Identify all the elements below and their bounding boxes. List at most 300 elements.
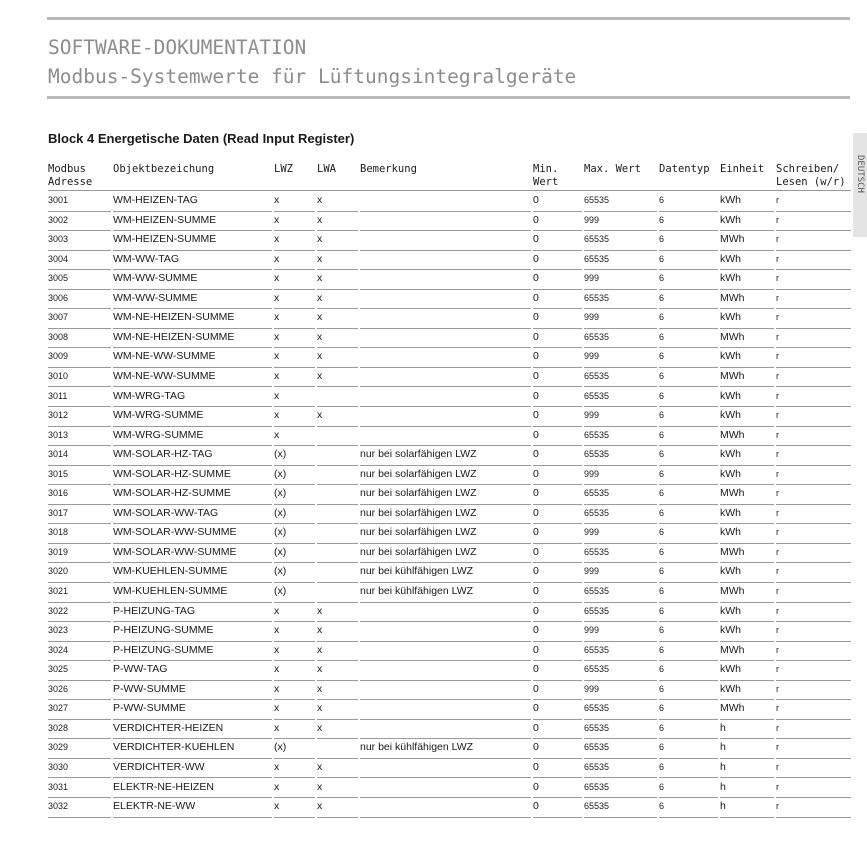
- cell-min: 0: [533, 251, 582, 271]
- cell-rw: r: [776, 427, 851, 447]
- block-title: Block 4 Energetische Daten (Read Input Register): [48, 131, 355, 146]
- cell-lwa: [317, 739, 358, 759]
- table-row: [0, 720, 867, 740]
- cell-min: 0: [533, 466, 582, 486]
- cell-min: 0: [533, 348, 582, 368]
- cell-min: 0: [533, 700, 582, 720]
- cell-max: 999: [584, 309, 657, 329]
- cell-rw: r: [776, 603, 851, 623]
- cell-bemerkung: nur bei solarfähigen LWZ: [360, 505, 531, 525]
- cell-adresse: 3027: [48, 700, 111, 720]
- cell-objekt: P-WW-SUMME: [113, 700, 272, 720]
- cell-lwa: x: [317, 622, 358, 642]
- cell-max: 65535: [584, 388, 657, 408]
- table-row: [0, 524, 867, 544]
- cell-rw: r: [776, 388, 851, 408]
- cell-datentyp: 6: [659, 309, 718, 329]
- table-row: [0, 544, 867, 564]
- cell-datentyp: 6: [659, 348, 718, 368]
- cell-bemerkung: [360, 720, 531, 740]
- cell-adresse: 3009: [48, 348, 111, 368]
- cell-max: 65535: [584, 251, 657, 271]
- cell-adresse: 3011: [48, 388, 111, 408]
- cell-datentyp: 6: [659, 368, 718, 388]
- cell-rw: r: [776, 290, 851, 310]
- cell-bemerkung: nur bei kühlfähigen LWZ: [360, 739, 531, 759]
- cell-lwz: x: [274, 642, 315, 662]
- cell-adresse: 3016: [48, 485, 111, 505]
- cell-max: 65535: [584, 642, 657, 662]
- cell-datentyp: 6: [659, 329, 718, 349]
- cell-rw: r: [776, 270, 851, 290]
- cell-bemerkung: nur bei kühlfähigen LWZ: [360, 563, 531, 583]
- column-header-lwz: LWZ: [274, 163, 293, 175]
- cell-max: 999: [584, 681, 657, 701]
- table-row: [0, 251, 867, 271]
- cell-adresse: 3031: [48, 779, 111, 799]
- cell-lwa: x: [317, 348, 358, 368]
- cell-lwz: (x): [274, 524, 315, 544]
- cell-adresse: 3018: [48, 524, 111, 544]
- cell-bemerkung: [360, 603, 531, 623]
- cell-einheit: MWh: [720, 583, 774, 603]
- cell-objekt: WM-KUEHLEN-SUMME: [113, 563, 272, 583]
- cell-lwa: x: [317, 603, 358, 623]
- cell-bemerkung: nur bei solarfähigen LWZ: [360, 466, 531, 486]
- cell-datentyp: 6: [659, 798, 718, 818]
- table-row: [0, 798, 867, 818]
- cell-objekt: WM-KUEHLEN-SUMME: [113, 583, 272, 603]
- table-row: [0, 290, 867, 310]
- cell-rw: r: [776, 192, 851, 212]
- header-line-1: SOFTWARE-DOKUMENTATION: [48, 36, 307, 59]
- cell-einheit: MWh: [720, 427, 774, 447]
- cell-lwz: x: [274, 329, 315, 349]
- cell-bemerkung: [360, 388, 531, 408]
- cell-adresse: 3015: [48, 466, 111, 486]
- cell-adresse: 3008: [48, 329, 111, 349]
- cell-datentyp: 6: [659, 192, 718, 212]
- cell-min: 0: [533, 270, 582, 290]
- cell-rw: r: [776, 485, 851, 505]
- cell-max: 999: [584, 407, 657, 427]
- cell-max: 65535: [584, 603, 657, 623]
- cell-einheit: h: [720, 720, 774, 740]
- column-header-min: Min. Wert: [533, 163, 559, 188]
- cell-bemerkung: [360, 368, 531, 388]
- cell-lwa: x: [317, 798, 358, 818]
- cell-objekt: ELEKTR-NE-WW: [113, 798, 272, 818]
- cell-objekt: VERDICHTER-HEIZEN: [113, 720, 272, 740]
- cell-lwa: [317, 446, 358, 466]
- cell-objekt: WM-WW-TAG: [113, 251, 272, 271]
- cell-lwa: x: [317, 681, 358, 701]
- cell-bemerkung: nur bei solarfähigen LWZ: [360, 544, 531, 564]
- cell-einheit: kWh: [720, 348, 774, 368]
- cell-lwz: x: [274, 720, 315, 740]
- cell-adresse: 3012: [48, 407, 111, 427]
- cell-min: 0: [533, 212, 582, 232]
- cell-min: 0: [533, 681, 582, 701]
- cell-adresse: 3026: [48, 681, 111, 701]
- table-row: [0, 427, 867, 447]
- table-row: [0, 485, 867, 505]
- cell-adresse: 3029: [48, 739, 111, 759]
- top-rule: [47, 17, 850, 20]
- cell-rw: r: [776, 407, 851, 427]
- cell-bemerkung: nur bei solarfähigen LWZ: [360, 524, 531, 544]
- cell-bemerkung: [360, 348, 531, 368]
- cell-einheit: MWh: [720, 544, 774, 564]
- cell-objekt: P-HEIZUNG-SUMME: [113, 622, 272, 642]
- cell-min: 0: [533, 192, 582, 212]
- cell-lwa: [317, 505, 358, 525]
- cell-bemerkung: nur bei kühlfähigen LWZ: [360, 583, 531, 603]
- cell-min: 0: [533, 739, 582, 759]
- cell-einheit: h: [720, 798, 774, 818]
- cell-datentyp: 6: [659, 700, 718, 720]
- cell-objekt: WM-SOLAR-WW-SUMME: [113, 524, 272, 544]
- cell-min: 0: [533, 407, 582, 427]
- cell-einheit: kWh: [720, 270, 774, 290]
- column-header-datentyp: Datentyp: [659, 163, 710, 175]
- cell-objekt: WM-WW-SUMME: [113, 270, 272, 290]
- cell-adresse: 3006: [48, 290, 111, 310]
- cell-lwz: (x): [274, 563, 315, 583]
- cell-adresse: 3024: [48, 642, 111, 662]
- cell-einheit: MWh: [720, 329, 774, 349]
- cell-rw: r: [776, 642, 851, 662]
- cell-objekt: VERDICHTER-WW: [113, 759, 272, 779]
- cell-datentyp: 6: [659, 563, 718, 583]
- cell-einheit: kWh: [720, 466, 774, 486]
- column-header-max: Max. Wert: [584, 163, 641, 175]
- cell-lwa: x: [317, 407, 358, 427]
- cell-rw: r: [776, 700, 851, 720]
- cell-max: 65535: [584, 505, 657, 525]
- cell-bemerkung: [360, 290, 531, 310]
- cell-lwa: x: [317, 368, 358, 388]
- cell-lwa: x: [317, 642, 358, 662]
- cell-datentyp: 6: [659, 603, 718, 623]
- cell-bemerkung: [360, 309, 531, 329]
- cell-rw: r: [776, 661, 851, 681]
- cell-lwz: x: [274, 231, 315, 251]
- cell-rw: r: [776, 251, 851, 271]
- cell-einheit: kWh: [720, 661, 774, 681]
- table-row: [0, 759, 867, 779]
- cell-lwa: x: [317, 661, 358, 681]
- cell-adresse: 3028: [48, 720, 111, 740]
- cell-lwa: [317, 563, 358, 583]
- cell-adresse: 3010: [48, 368, 111, 388]
- cell-lwz: (x): [274, 485, 315, 505]
- cell-objekt: WM-WRG-SUMME: [113, 427, 272, 447]
- cell-min: 0: [533, 544, 582, 564]
- cell-rw: r: [776, 798, 851, 818]
- table-row: [0, 622, 867, 642]
- cell-bemerkung: [360, 251, 531, 271]
- cell-einheit: kWh: [720, 309, 774, 329]
- cell-einheit: h: [720, 759, 774, 779]
- cell-datentyp: 6: [659, 485, 718, 505]
- cell-lwa: x: [317, 779, 358, 799]
- header-rule: [47, 96, 850, 99]
- cell-bemerkung: [360, 622, 531, 642]
- cell-einheit: kWh: [720, 446, 774, 466]
- cell-rw: r: [776, 466, 851, 486]
- cell-min: 0: [533, 798, 582, 818]
- cell-objekt: WM-SOLAR-HZ-TAG: [113, 446, 272, 466]
- cell-min: 0: [533, 563, 582, 583]
- cell-lwz: x: [274, 681, 315, 701]
- cell-min: 0: [533, 290, 582, 310]
- cell-lwz: x: [274, 700, 315, 720]
- cell-adresse: 3019: [48, 544, 111, 564]
- cell-adresse: 3030: [48, 759, 111, 779]
- table-row: [0, 212, 867, 232]
- cell-einheit: kWh: [720, 407, 774, 427]
- table-row: [0, 779, 867, 799]
- cell-min: 0: [533, 779, 582, 799]
- table-row: [0, 739, 867, 759]
- cell-rw: r: [776, 368, 851, 388]
- cell-lwz: x: [274, 407, 315, 427]
- table-row: [0, 231, 867, 251]
- cell-datentyp: 6: [659, 544, 718, 564]
- cell-rw: r: [776, 212, 851, 232]
- cell-bemerkung: [360, 798, 531, 818]
- cell-bemerkung: [360, 681, 531, 701]
- cell-lwz: x: [274, 661, 315, 681]
- cell-lwa: [317, 583, 358, 603]
- cell-max: 65535: [584, 485, 657, 505]
- cell-objekt: WM-HEIZEN-TAG: [113, 192, 272, 212]
- cell-einheit: kWh: [720, 524, 774, 544]
- cell-lwz: (x): [274, 466, 315, 486]
- cell-lwa: x: [317, 231, 358, 251]
- cell-bemerkung: nur bei solarfähigen LWZ: [360, 485, 531, 505]
- cell-min: 0: [533, 642, 582, 662]
- cell-datentyp: 6: [659, 681, 718, 701]
- table-row: [0, 309, 867, 329]
- cell-adresse: 3021: [48, 583, 111, 603]
- cell-min: 0: [533, 388, 582, 408]
- cell-datentyp: 6: [659, 427, 718, 447]
- cell-rw: r: [776, 505, 851, 525]
- header-divider: [48, 190, 851, 191]
- cell-lwz: (x): [274, 739, 315, 759]
- cell-max: 999: [584, 270, 657, 290]
- table-row: [0, 681, 867, 701]
- header-line-2: Modbus-Systemwerte für Lüftungsintegralgeräte: [48, 65, 577, 88]
- cell-objekt: WM-WW-SUMME: [113, 290, 272, 310]
- cell-lwz: x: [274, 251, 315, 271]
- cell-objekt: WM-WRG-SUMME: [113, 407, 272, 427]
- cell-lwa: x: [317, 720, 358, 740]
- cell-rw: r: [776, 622, 851, 642]
- cell-bemerkung: [360, 779, 531, 799]
- cell-rw: r: [776, 329, 851, 349]
- cell-datentyp: 6: [659, 388, 718, 408]
- table-row: [0, 407, 867, 427]
- cell-lwz: x: [274, 622, 315, 642]
- cell-max: 999: [584, 622, 657, 642]
- cell-datentyp: 6: [659, 231, 718, 251]
- cell-datentyp: 6: [659, 212, 718, 232]
- cell-lwa: x: [317, 251, 358, 271]
- table-row: [0, 466, 867, 486]
- cell-lwz: x: [274, 309, 315, 329]
- cell-adresse: 3014: [48, 446, 111, 466]
- cell-datentyp: 6: [659, 270, 718, 290]
- cell-lwa: [317, 427, 358, 447]
- cell-adresse: 3005: [48, 270, 111, 290]
- cell-lwz: (x): [274, 505, 315, 525]
- cell-bemerkung: [360, 407, 531, 427]
- cell-adresse: 3004: [48, 251, 111, 271]
- cell-min: 0: [533, 309, 582, 329]
- cell-rw: r: [776, 563, 851, 583]
- cell-max: 65535: [584, 700, 657, 720]
- table-row: [0, 192, 867, 212]
- cell-bemerkung: [360, 759, 531, 779]
- cell-lwz: x: [274, 427, 315, 447]
- cell-max: 999: [584, 563, 657, 583]
- cell-lwa: x: [317, 329, 358, 349]
- cell-objekt: WM-HEIZEN-SUMME: [113, 212, 272, 232]
- cell-objekt: WM-SOLAR-HZ-SUMME: [113, 485, 272, 505]
- cell-adresse: 3025: [48, 661, 111, 681]
- cell-einheit: kWh: [720, 681, 774, 701]
- cell-adresse: 3002: [48, 212, 111, 232]
- cell-datentyp: 6: [659, 505, 718, 525]
- cell-bemerkung: [360, 427, 531, 447]
- column-header-rw: Schreiben/ Lesen (w/r): [776, 163, 846, 188]
- cell-lwz: x: [274, 290, 315, 310]
- column-header-bemerkung: Bemerkung: [360, 163, 417, 175]
- cell-max: 999: [584, 466, 657, 486]
- cell-datentyp: 6: [659, 661, 718, 681]
- cell-min: 0: [533, 603, 582, 623]
- cell-min: 0: [533, 485, 582, 505]
- cell-max: 65535: [584, 192, 657, 212]
- cell-objekt: WM-NE-WW-SUMME: [113, 368, 272, 388]
- cell-bemerkung: [360, 192, 531, 212]
- cell-objekt: ELEKTR-NE-HEIZEN: [113, 779, 272, 799]
- table-row: [0, 329, 867, 349]
- cell-einheit: MWh: [720, 485, 774, 505]
- cell-adresse: 3001: [48, 192, 111, 212]
- cell-lwa: x: [317, 270, 358, 290]
- cell-adresse: 3007: [48, 309, 111, 329]
- cell-max: 65535: [584, 368, 657, 388]
- table-row: [0, 700, 867, 720]
- cell-max: 65535: [584, 739, 657, 759]
- cell-bemerkung: nur bei solarfähigen LWZ: [360, 446, 531, 466]
- cell-objekt: WM-WRG-TAG: [113, 388, 272, 408]
- cell-objekt: WM-SOLAR-WW-SUMME: [113, 544, 272, 564]
- cell-max: 65535: [584, 329, 657, 349]
- cell-objekt: WM-NE-HEIZEN-SUMME: [113, 329, 272, 349]
- cell-min: 0: [533, 622, 582, 642]
- cell-rw: r: [776, 779, 851, 799]
- cell-bemerkung: [360, 329, 531, 349]
- cell-lwa: x: [317, 700, 358, 720]
- cell-datentyp: 6: [659, 779, 718, 799]
- cell-lwz: x: [274, 270, 315, 290]
- cell-datentyp: 6: [659, 524, 718, 544]
- cell-adresse: 3017: [48, 505, 111, 525]
- table-row: [0, 270, 867, 290]
- cell-min: 0: [533, 231, 582, 251]
- column-header-objekt: Objektbezeichung: [113, 163, 215, 175]
- cell-lwa: [317, 544, 358, 564]
- cell-lwz: x: [274, 388, 315, 408]
- cell-einheit: MWh: [720, 700, 774, 720]
- table-row: [0, 446, 867, 466]
- cell-rw: r: [776, 739, 851, 759]
- cell-einheit: MWh: [720, 290, 774, 310]
- column-header-einheit: Einheit: [720, 163, 765, 175]
- cell-adresse: 3003: [48, 231, 111, 251]
- cell-objekt: P-HEIZUNG-SUMME: [113, 642, 272, 662]
- cell-datentyp: 6: [659, 446, 718, 466]
- cell-min: 0: [533, 524, 582, 544]
- cell-rw: r: [776, 524, 851, 544]
- cell-einheit: MWh: [720, 231, 774, 251]
- cell-rw: r: [776, 348, 851, 368]
- cell-einheit: kWh: [720, 388, 774, 408]
- cell-rw: r: [776, 446, 851, 466]
- cell-datentyp: 6: [659, 290, 718, 310]
- cell-lwa: [317, 485, 358, 505]
- cell-lwz: x: [274, 798, 315, 818]
- cell-lwz: (x): [274, 544, 315, 564]
- cell-max: 65535: [584, 544, 657, 564]
- table-row: [0, 583, 867, 603]
- cell-max: 65535: [584, 290, 657, 310]
- cell-max: 65535: [584, 427, 657, 447]
- table-row: [0, 603, 867, 623]
- cell-min: 0: [533, 446, 582, 466]
- cell-datentyp: 6: [659, 466, 718, 486]
- cell-min: 0: [533, 505, 582, 525]
- cell-max: 65535: [584, 583, 657, 603]
- cell-datentyp: 6: [659, 622, 718, 642]
- cell-einheit: kWh: [720, 622, 774, 642]
- cell-lwa: [317, 466, 358, 486]
- cell-bemerkung: [360, 661, 531, 681]
- cell-datentyp: 6: [659, 720, 718, 740]
- cell-min: 0: [533, 661, 582, 681]
- cell-max: 65535: [584, 759, 657, 779]
- cell-objekt: WM-SOLAR-HZ-SUMME: [113, 466, 272, 486]
- cell-bemerkung: [360, 231, 531, 251]
- cell-einheit: kWh: [720, 603, 774, 623]
- table-row: [0, 642, 867, 662]
- cell-rw: r: [776, 583, 851, 603]
- cell-einheit: kWh: [720, 563, 774, 583]
- table-row: [0, 368, 867, 388]
- cell-lwz: x: [274, 759, 315, 779]
- cell-einheit: MWh: [720, 642, 774, 662]
- side-tab-label: DEUTSCH: [855, 155, 865, 193]
- cell-datentyp: 6: [659, 759, 718, 779]
- cell-adresse: 3022: [48, 603, 111, 623]
- cell-lwz: x: [274, 368, 315, 388]
- cell-max: 65535: [584, 798, 657, 818]
